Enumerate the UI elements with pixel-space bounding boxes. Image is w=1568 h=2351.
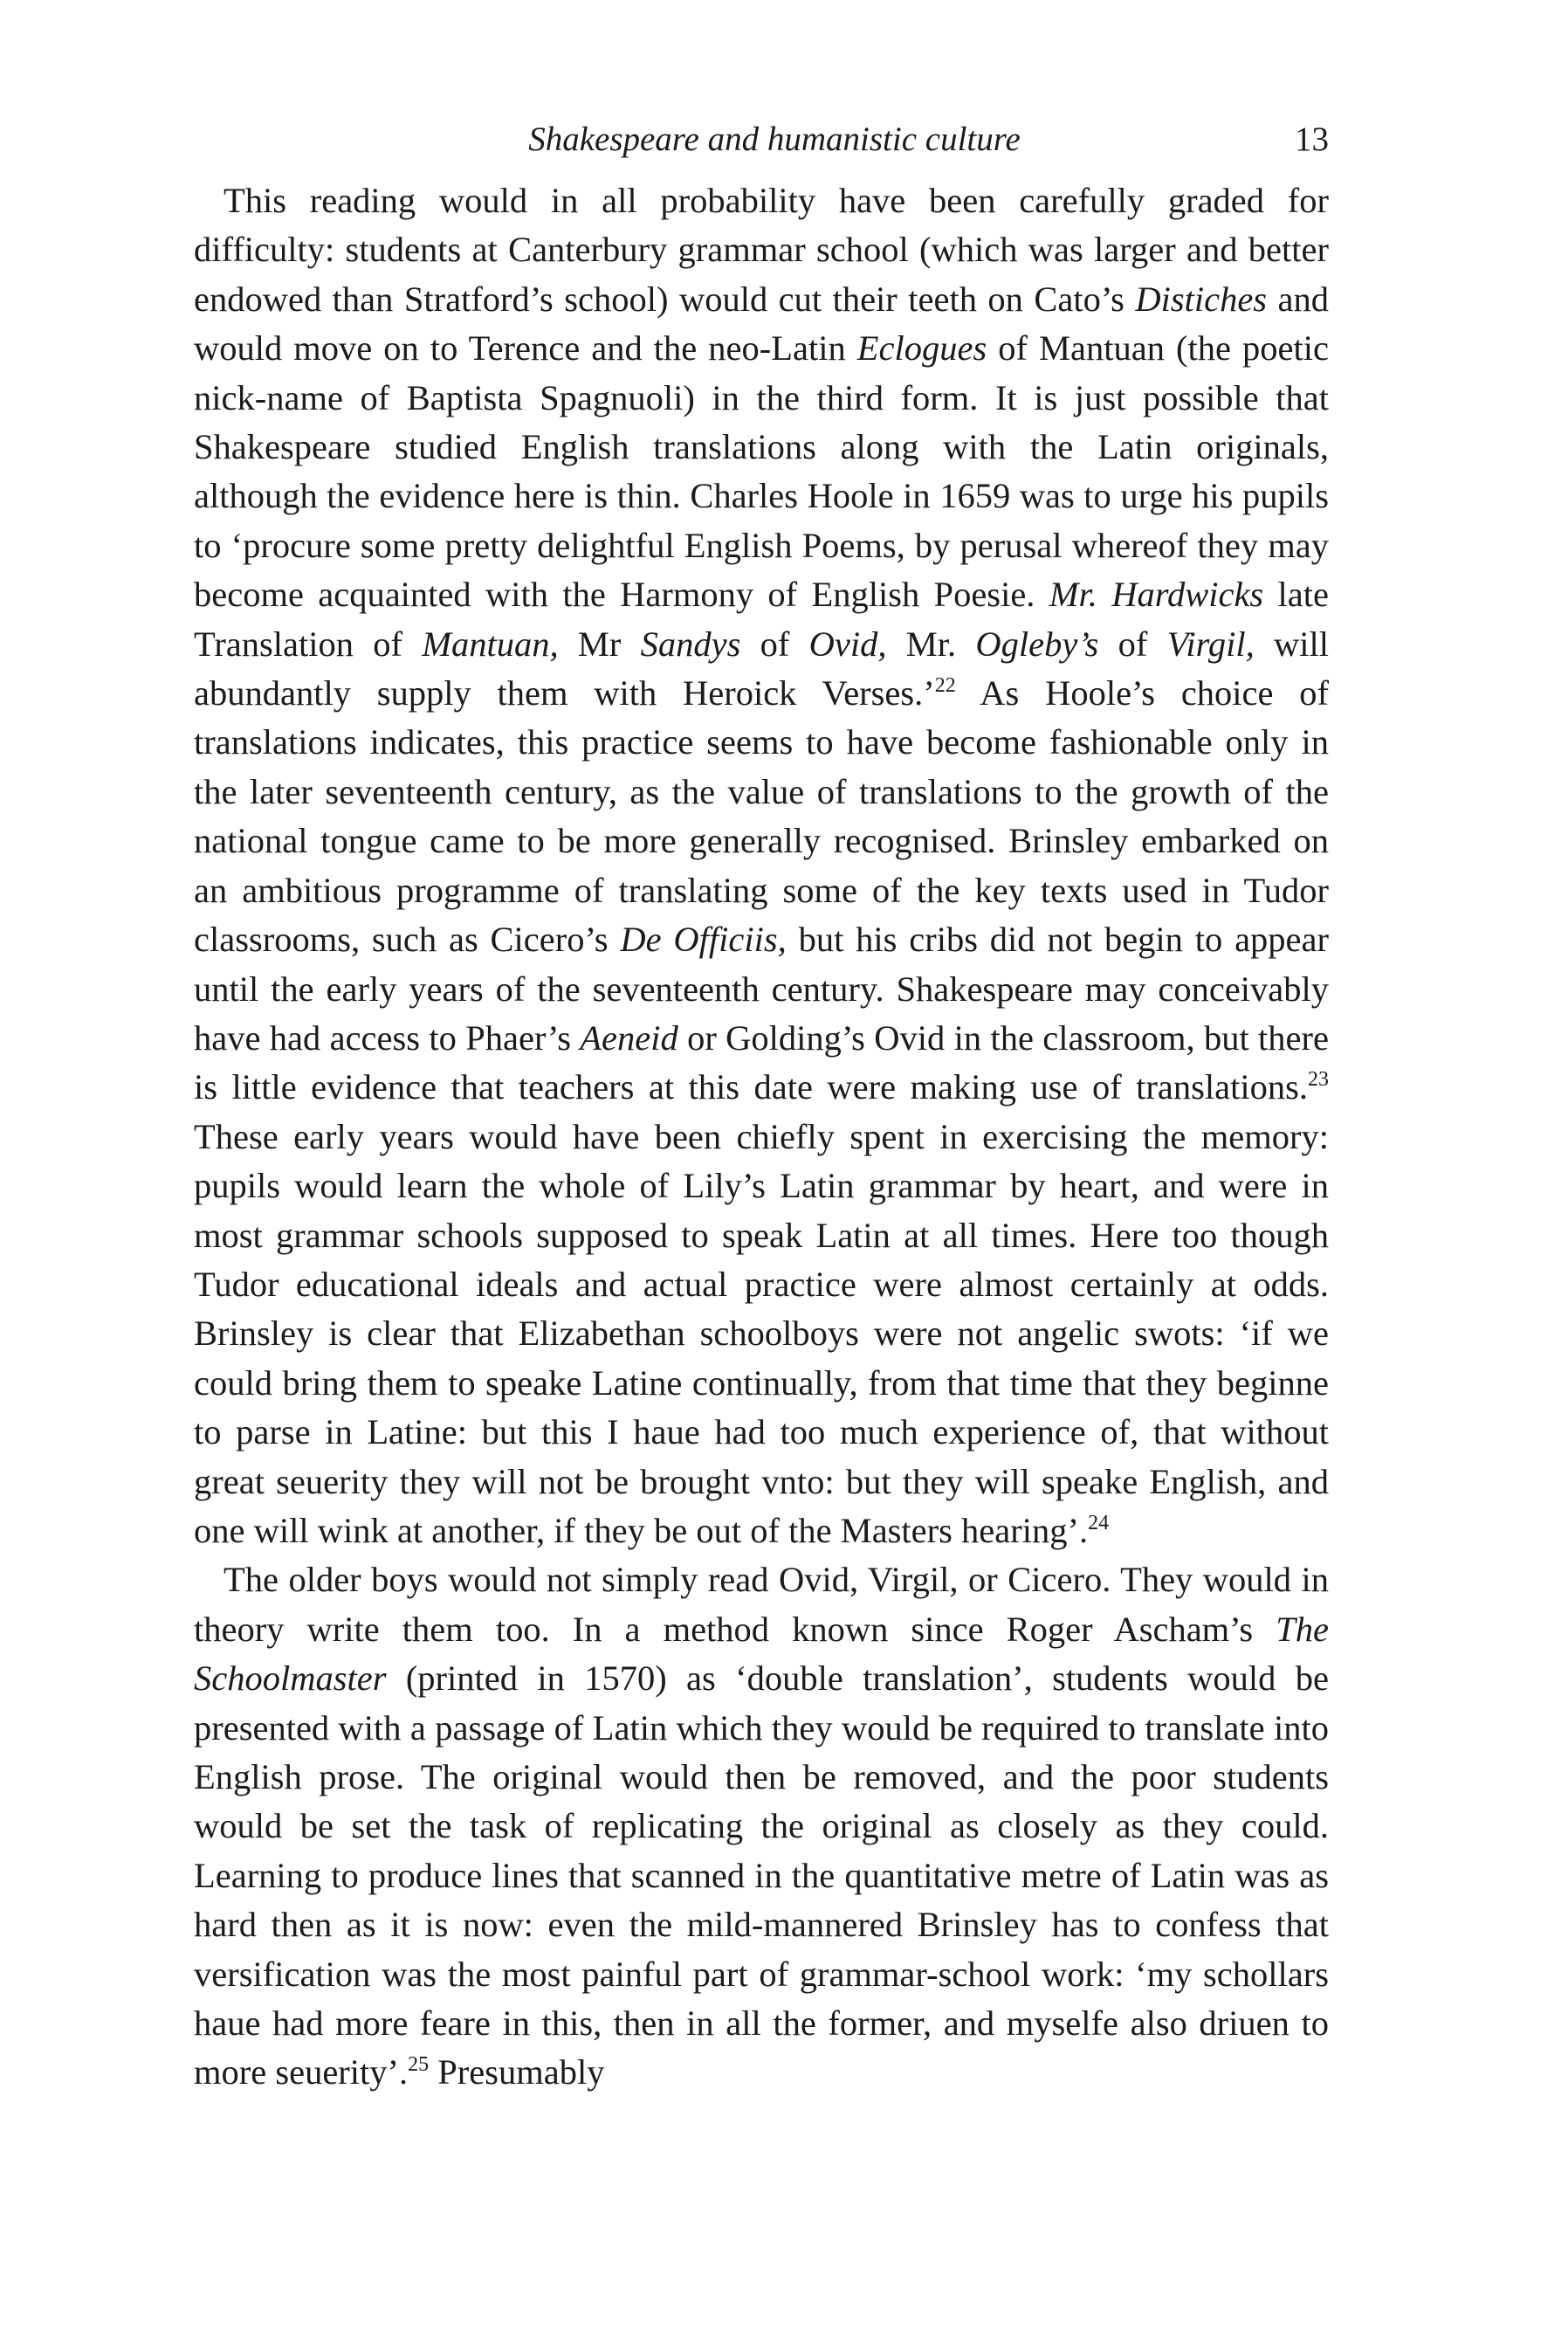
text-run: will abundantly supply them with Heroick Verses.’ [194, 624, 1329, 714]
paragraph [194, 176, 1329, 1555]
italic-text: Eclogues [856, 328, 987, 369]
text-run: late Translation of [194, 575, 1329, 664]
text-run: Mr. [886, 624, 976, 664]
text-run: Mr [558, 624, 641, 664]
text-run: The older boys would not simply read Ovid, Virgil, or Cicero. They would in theory write them too. In a method known since Roger Ascham’s [194, 1560, 1329, 1649]
text-run: but his cribs did not begin to appear until the early years of the seventeenth century. Shakespeare may conceivably have had access to Phaer’s [194, 920, 1329, 1058]
italic-text: Ogleby’s [975, 624, 1099, 664]
text-run: Presumably [429, 2052, 605, 2092]
footnote-reference: 23 [1308, 1068, 1329, 1092]
italic-text: Virgil, [1166, 624, 1255, 664]
text-run: These early years would have been chiefly spent in exercising the memory: pupils would learn the whole of Lily’s Latin grammar by heart, and were in most grammar schools supposed to speak Latin at all times. Here too though Tudor educational ideals and actual practice were almost certainly at odds. Brinsley is clear that Elizabethan schoolboys were not angelic swots: ‘if we could bring them to speake Latine continually, from that time that they beginne to parse in Latine: but this I haue had too much experience of, that without great seuerity they will not be brought vnto: but they will speake English, and one will wink at another, if they be out of the Masters hearing’. [194, 1116, 1329, 1550]
italic-text: The Schoolmaster [194, 1609, 1329, 1699]
italic-text: Aeneid [580, 1017, 678, 1058]
italic-text: Distiches [1135, 279, 1268, 319]
text-run: of [740, 624, 809, 664]
text-run: As Hoole’s choice of translations indicates, this practice seems to have become fashionable only in the later seventeenth century, as the value of translations to the growth of the national tongue came to be more generally recognised. Brinsley embarked on an ambitious programme of translating some of the key texts used in Tudor classrooms, such as Cicero’s [194, 673, 1329, 960]
page-number: 13 [1295, 121, 1329, 158]
body-text [194, 176, 1329, 2098]
text-run: This reading would in all probability have been carefully graded for difficulty: students at Canterbury grammar school (which was larger and better endowed than Stratford’s school) would cut their teeth on Cato’s [194, 181, 1329, 319]
text-run: or Golding’s Ovid in the classroom, but there is little evidence that teachers at this date were making use of translations. [194, 1017, 1329, 1107]
text-run: (printed in 1570) as ‘double translation’, students would be presented with a passage of Latin which they would be required to translate into English prose. The original would then be removed, and the poor students would be set the task of replicating the original as closely as they could. Learning to produce lines that scanned in the quantitative metre of Latin was as hard then as it is now: even the mild-mannered Brinsley has to confess that versification was the most painful part of grammar-school work: ‘my schollars haue had more feare in this, then in all the former, and myselfe also driuen to more seuerity’. [194, 1658, 1329, 2092]
text-run: and would move on to Terence and the neo-Latin [194, 279, 1329, 369]
italic-text: Mantuan, [422, 624, 559, 664]
running-head [194, 115, 1329, 164]
text-run: of Mantuan (the poetic nick-name of Baptista Spagnuoli) in the third form. It is just possible that Shakespeare studied English translations along with the Latin originals, although the evidence here is thin. Charles Hoole in 1659 was to urge his pupils to ‘procure some pretty delightful English Poems, by perusal whereof they may become acquainted with the Harmony of English Poesie. [194, 328, 1329, 615]
footnote-reference: 24 [1088, 1511, 1110, 1534]
text-run: of [1098, 624, 1167, 664]
italic-text: De Officiis, [620, 920, 787, 960]
footnote-reference: 25 [408, 2053, 430, 2077]
italic-text: Mr. Hardwicks [1049, 575, 1264, 615]
footnote-reference: 22 [934, 674, 956, 698]
running-head-title: Shakespeare and humanistic culture [528, 121, 1021, 158]
paragraph [194, 1555, 1329, 2097]
italic-text: Sandys [640, 624, 741, 664]
italic-text: Ovid, [808, 624, 887, 664]
